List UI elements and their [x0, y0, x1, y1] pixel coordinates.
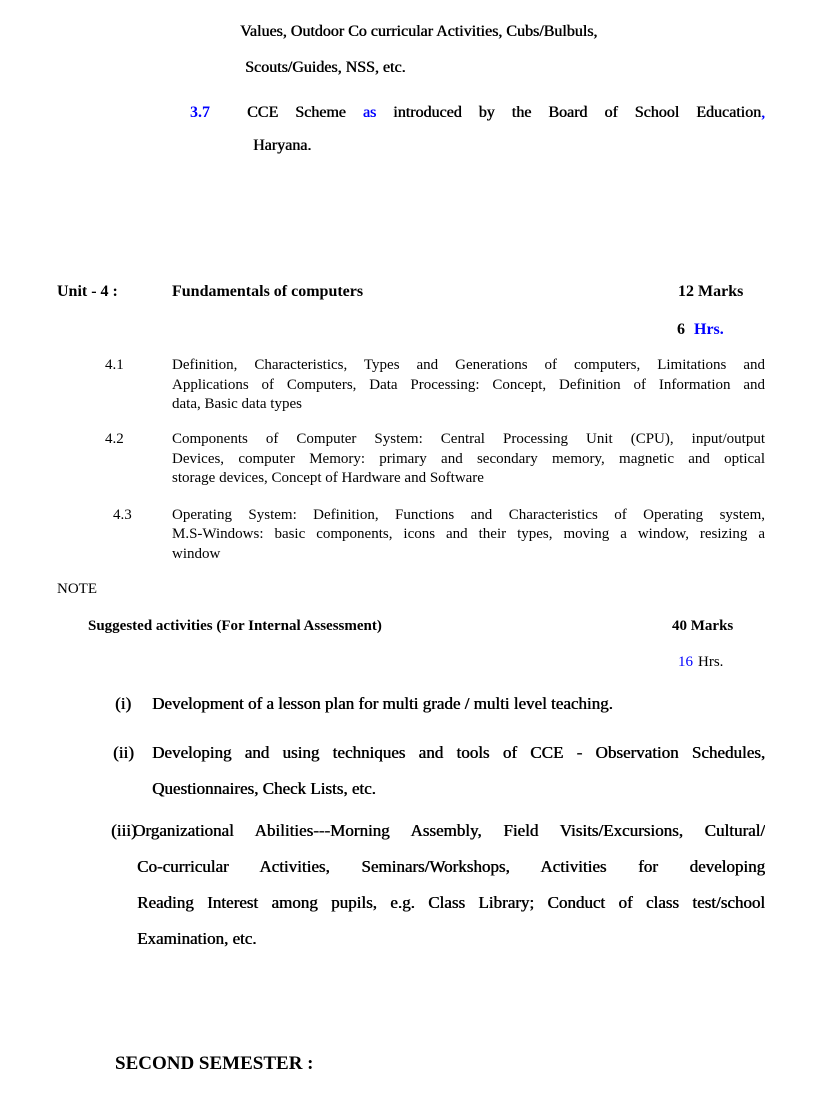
activity-iii-line-4: Examination, etc.: [137, 929, 257, 948]
unit-4-label: Unit - 4 :: [57, 283, 118, 300]
clause-4-1-line-1: Definition, Characteristics, Types and Generations of computers, Limitations and: [172, 357, 765, 373]
internal-assessment-title: Suggested activities (For Internal Assessment): [88, 618, 382, 634]
clause-4-3-line-3: window: [172, 546, 221, 562]
internal-assessment-hours: [678, 653, 723, 672]
clause-3-7-text-part: CCE Scheme: [247, 104, 363, 121]
unit-4-hours: [677, 320, 724, 340]
clause-4-1-line-3: data, Basic data types: [172, 396, 302, 412]
clause-3-7-line-2: Haryana.: [253, 137, 312, 154]
clause-4-3-line-2: M.S-Windows: basic components, icons and their types, moving a window, resizing a: [172, 526, 765, 542]
internal-assessment-marks: 40 Marks: [672, 618, 734, 634]
internal-assessment-hours-unit: Hrs.: [698, 654, 724, 670]
activity-iii-line-3: Reading Interest among pupils, e.g. Class Library; Conduct of class test/school: [137, 893, 765, 912]
clause-4-3-line-1: Operating System: Definition, Functions and Characteristics of Operating system,: [172, 507, 765, 523]
activity-iii-line-1: Organizational Abilities---Morning Assembly, Field Visits/Excursions, Cultural/: [133, 821, 765, 840]
clause-4-1-number: 4.1: [105, 357, 124, 373]
activity-i-marker: (i): [115, 694, 132, 713]
unit-4-hours-value: 6: [677, 321, 685, 338]
internal-assessment-hours-value: 16: [678, 654, 693, 670]
clause-3-7-line-1: [247, 103, 765, 123]
clause-3-7-highlight-as: as: [362, 104, 377, 121]
clause-3-7-number: 3.7: [190, 104, 210, 121]
unit-4-title: Fundamentals of computers: [172, 283, 364, 300]
note-label: NOTE: [57, 581, 97, 597]
activity-iii-line-2: Co-curricular Activities, Seminars/Workshops, Activities for developing: [137, 857, 765, 876]
clause-4-3-number: 4.3: [113, 507, 132, 523]
activity-iii-marker: (iii): [111, 821, 137, 840]
clause-3-7-text-part: introduced by the Board of School Education: [376, 104, 761, 121]
unit-4-marks: 12 Marks: [678, 283, 744, 300]
activity-i-line-1: Development of a lesson plan for multi grade / multi level teaching.: [152, 694, 613, 713]
activity-ii-marker: (ii): [113, 743, 134, 762]
second-semester-heading: SECOND SEMESTER :: [115, 1053, 314, 1074]
clause-4-2-line-3: storage devices, Concept of Hardware and Software: [172, 470, 484, 486]
unit-4-hours-unit: Hrs.: [694, 321, 724, 338]
continuation-line-1: Values, Outdoor Co curricular Activities, Cubs/Bulbuls,: [240, 23, 598, 40]
clause-4-1-line-2: Applications of Computers, Data Processing: Concept, Definition of Information and: [172, 377, 765, 393]
clause-4-2-line-1: Components of Computer System: Central Processing Unit (CPU), input/output: [172, 431, 765, 447]
clause-3-7-highlight-comma: ,: [761, 104, 765, 121]
continuation-line-2: Scouts/Guides, NSS, etc.: [245, 59, 406, 76]
activity-ii-line-2: Questionnaires, Check Lists, etc.: [152, 779, 376, 798]
activity-ii-line-1: Developing and using techniques and tools of CCE - Observation Schedules,: [152, 743, 765, 762]
clause-4-2-number: 4.2: [105, 431, 124, 447]
clause-4-2-line-2: Devices, computer Memory: primary and secondary memory, magnetic and optical: [172, 451, 765, 467]
